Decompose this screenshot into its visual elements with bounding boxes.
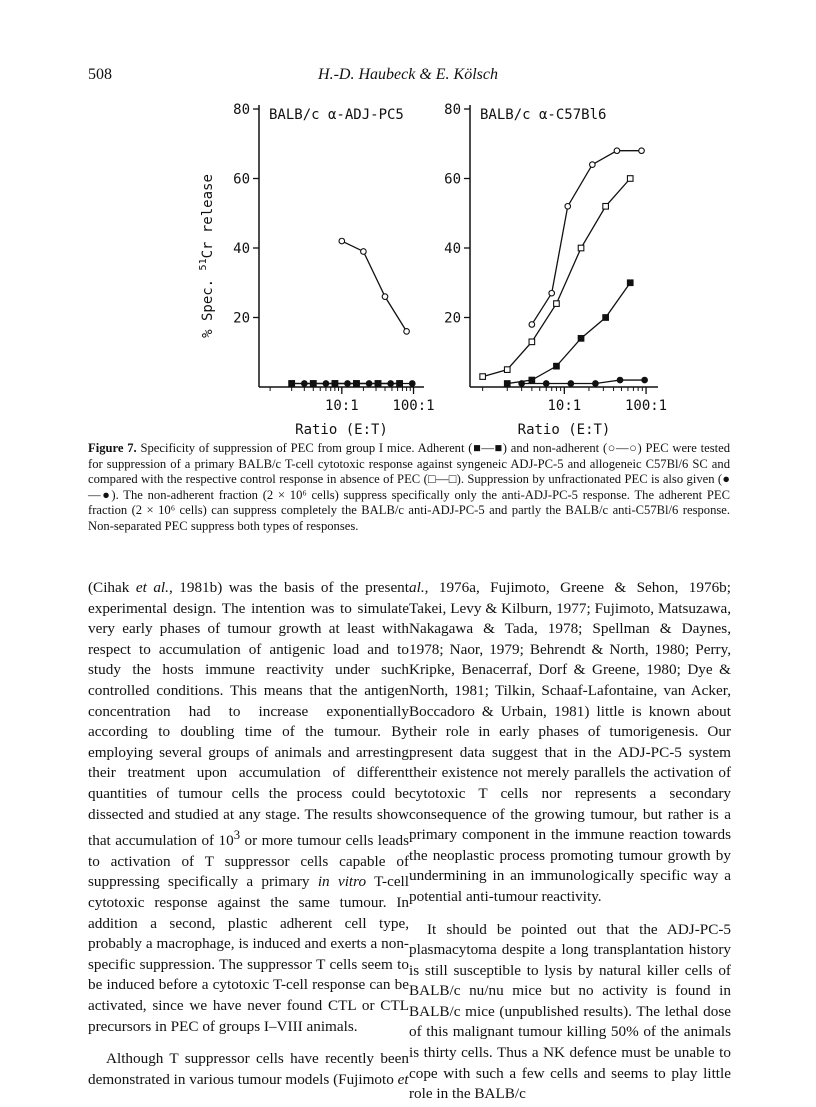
chart-panel-right: [444, 102, 667, 438]
caption-label: Figure 7.: [88, 441, 137, 455]
paragraph: It should be pointed out that the ADJ-PC-5 plasmacytoma despite a long transplantation history is still susceptible to lysis by natural killer cells of BALB/c nu/nu mice but no activity is found in BALB/c mice (unpublished results). The lethal dose of this malignant tumour killing 50% of the animals is thirty cells. Thus a NK defence must be unable to cope with such a few cells and seems to play little role in the BALB/c: [409, 920, 731, 1103]
text-run: , 1976a, Fujimoto, Greene & Sehon, 1976b; Takei, Levy & Kilburn, 1977; Fujimoto, Matsuzawa, Nakagawa & Tada, 1978; Spellman & Daynes, 1978; Naor, 1979; Behrendt & North, 1980; Perry, Kripke, Benacerraf, Dorf & Greene, 1980; Dye & North, 1981; Tilkin, Schaaf-Lafontaine, van Acker, Boccadoro & Urbain, 1981) little is known about their role in early phases of tumorigenesis. Our present data suggest that in the ADJ-PC-5 system their existence not merely parallels the activation of cytotoxic T cells nor represents a secondary consequence of the growing tumour, but rather is a primary component in the immune reaction towards the neoplastic process promoting tumour growth by undermining in an immunologically specific way a potential anti-tumour reactivity.: [409, 579, 731, 905]
data-point: [614, 148, 620, 154]
text-run-italic: in vitro: [317, 873, 367, 891]
x-axis-label: Ratio (E:T): [517, 422, 611, 438]
data-point: [642, 377, 648, 383]
data-point: [593, 381, 599, 387]
data-point: [554, 363, 560, 369]
text-run: or more tumour cells leads to activation of T suppressor cells capable of suppressing specifically a primary: [88, 832, 409, 891]
text-run-italic: et: [397, 1070, 409, 1088]
data-point: [323, 381, 329, 387]
y-tick-label: 60: [233, 171, 250, 188]
data-point: [504, 367, 510, 373]
y-tick-label: 40: [444, 241, 461, 257]
figure-caption: [88, 441, 730, 535]
paragraph: [409, 578, 731, 908]
series-line: [507, 283, 630, 384]
data-point: [565, 204, 571, 210]
text-run: T-cell cytotoxic response against the same tumour. In addition a second, plastic adherent cell type, probably a macrophage, is induced and exerts a non-specific suppression. The suppressor T cells seem to be induced before a cytotoxic T-cell response can be activated, since we have never found CTL or CTL precursors in PEC of groups I–VIII animals.: [88, 873, 409, 1035]
y-tick-label: 20: [444, 310, 461, 327]
data-point: [339, 238, 345, 244]
data-point: [603, 204, 609, 210]
y-tick-label: 80: [233, 102, 250, 118]
data-point: [543, 381, 549, 387]
paragraph: [88, 578, 409, 1037]
y-axis-label: % Spec. $^{51}$Cr release: [198, 174, 216, 338]
x-tick-label: 10:1: [547, 398, 582, 414]
data-point: [302, 381, 308, 387]
data-point: [345, 381, 351, 387]
data-point: [578, 336, 584, 342]
data-point: [361, 249, 367, 255]
text-run: , 1981b) was the basis of the present experimental design. The intention was to simulate very early phases of tumour growth at least with respect to accumulation of antigenic load and to study the hosts immune reactivity under such controlled conditions. This means that the antigen concentration had to increase exponentially according to doubling time of the tumour. By employing several groups of animals and arresting their treatment upon accumulation of different quantities of tumour cells the process could be dissected and studied at any stage. The results show that accumulation of 10: [88, 579, 409, 850]
figure-7-chart: [190, 95, 690, 440]
running-head: H.-D. Haubeck & E. Kölsch: [318, 66, 498, 83]
y-tick-label: 20: [233, 310, 250, 327]
data-point: [382, 294, 388, 300]
data-point: [578, 245, 584, 251]
series-line: [342, 241, 407, 331]
panel-title: BALB/c α-ADJ-PC5: [269, 107, 404, 123]
page-header: [0, 66, 816, 90]
y-tick-label: 40: [233, 241, 250, 257]
superscript: 3: [233, 828, 241, 843]
paragraph: [88, 1049, 409, 1090]
data-point: [627, 176, 633, 182]
data-point: [549, 290, 555, 296]
data-point: [289, 381, 295, 387]
data-point: [404, 329, 410, 335]
x-tick-label: 100:1: [392, 398, 435, 414]
data-point: [568, 381, 574, 387]
y-tick-label: 60: [444, 171, 461, 188]
data-point: [480, 374, 486, 380]
data-point: [529, 322, 535, 328]
y-tick-label: 80: [444, 102, 461, 118]
data-point: [529, 339, 535, 345]
caption-text: Specificity of suppression of PEC from group I mice. Adherent (■—■) and non-adherent (○—○) PEC were tested for suppression of a primary BALB/c T-cell cytotoxic response against syngeneic ADJ-PC-5 and allogeneic C57Bl/6 SC and compared with the respective control response in absence of PEC (□—□). Suppression by unfractionated PEC is also given (●—●). The non-adherent fraction (2 × 10⁶ cells) suppress specifically only the anti-ADJ-PC-5 response. The adherent PEC fraction (2 × 10⁶ cells) can suppress completely the BALB/c anti-ADJ-PC-5 and partly the BALB/c anti-C57Bl/6 response. Non-separated PEC suppress both types of responses.: [88, 441, 731, 533]
data-point: [554, 301, 560, 307]
text-run: Although T suppressor cells have recently been demonstrated in various tumour models (Fujimoto: [88, 1050, 409, 1088]
text-run-italic: al.: [409, 579, 425, 596]
body-column-right: [409, 578, 731, 1105]
chart-panel-left: [198, 102, 435, 438]
data-point: [409, 381, 415, 387]
data-point: [603, 315, 609, 321]
body-column-left: [88, 578, 409, 1090]
figure-7: [190, 95, 690, 440]
data-point: [590, 162, 596, 168]
data-point: [529, 377, 535, 383]
data-point: [627, 280, 633, 286]
x-tick-label: 100:1: [624, 398, 668, 414]
x-axis-label: Ratio (E:T): [295, 422, 388, 438]
text-run-italic: et al.: [135, 579, 169, 596]
text-run: (Cihak: [88, 579, 136, 596]
data-point: [366, 381, 372, 387]
panel-title: BALB/c α-C57Bl6: [480, 107, 607, 123]
x-tick-label: 10:1: [324, 398, 359, 414]
series-line: [522, 380, 645, 383]
page-number: 508: [88, 66, 112, 83]
data-point: [617, 377, 623, 383]
data-point: [504, 381, 510, 387]
data-point: [519, 381, 525, 387]
data-point: [639, 148, 645, 154]
data-point: [388, 381, 394, 387]
